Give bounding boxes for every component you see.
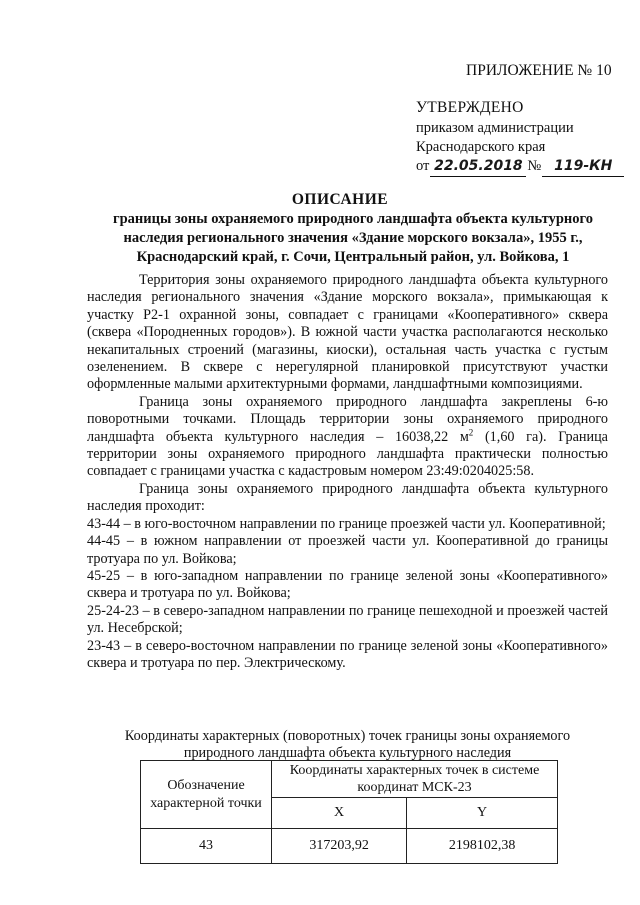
column-header-point: Обозначение характерной точки (141, 761, 272, 829)
order-line-2: Краснодарского края (416, 139, 546, 155)
handwritten-order-number: 119-КН (542, 157, 624, 177)
subtitle-line-1: границы зоны охраняемого природного ландшафта объекта культурного (113, 211, 593, 227)
paragraph-boundary-area (87, 394, 608, 481)
segment-43-44: 43-44 – в юго-восточном направлении по границе проезжей части ул. Кооперативной; (87, 515, 606, 532)
cell-y: 2198102,38 (407, 829, 558, 864)
document-subtitle (88, 210, 618, 267)
segment-23-43: 23-43 – в северо-восточном направлении по границе зеленой зоны «Кооперативного» сквера и тротуара по пер. Электрическому. (87, 637, 608, 671)
coordinates-table (140, 760, 558, 864)
paragraph-boundary-area-text: Граница зоны охраняемого природного ландшафта закреплены 6-ю поворотными точками. Площадь территории зоны охраняемого природного ландшафта объекта культурного наследия – 16038,22 м (87, 393, 608, 445)
table-caption-line-1: Координаты характерных (поворотных) точек границы зоны охраняемого (124, 728, 571, 744)
description-body (87, 272, 608, 672)
order-date-line (416, 157, 624, 177)
square-meter-superscript: 2 (468, 426, 474, 437)
number-prefix: № (527, 158, 542, 174)
paragraph-territory: Территория зоны охраняемого природного ландшафта объекта культурного наследия регионального значения «Здание морского вокзала», примыкающая к участку Р2-1 охранной зоны, совпадает с границами «Кооперативного» сквера (сквера «Породненных городов»). В южной части участка располагаются несколько некапитальных строений (магазины, киоски), остальная часть участка с густым озеленением. В сквере с нерегулярной планировкой присутствуют участки оформленные малыми архитектурными формами, ландшафтными композициями. (87, 272, 608, 393)
document-title: ОПИСАНИЕ (291, 191, 389, 208)
subtitle-line-3: Краснодарский край, г. Сочи, Центральный район, ул. Войкова, 1 (136, 249, 570, 265)
table-row (141, 829, 558, 864)
column-header-x: X (272, 798, 407, 829)
cell-point: 43 (141, 829, 272, 864)
table-caption (87, 728, 608, 762)
subtitle-line-2: наследия регионального значения «Здание морского вокзала», 1955 г., (123, 230, 583, 246)
approved-label: УТВЕРЖДЕНО (416, 99, 524, 116)
paragraph-boundary-area-rest: (1,60 га). Граница территории зоны охраняемого природного ландшафта практически полностью совпадает с границами участка с кадастровым номером 23:49:0204025:58. (87, 428, 608, 480)
column-header-y: Y (407, 798, 558, 829)
table-caption-line-2: природного ландшафта объекта культурного наследия (183, 745, 512, 761)
appendix-label: ПРИЛОЖЕНИЕ № 10 (466, 62, 612, 79)
date-prefix: от (416, 158, 430, 174)
handwritten-date: 22.05.2018 (430, 157, 526, 177)
cell-x: 317203,92 (272, 829, 407, 864)
column-header-coordinates: Координаты характерных точек в системе координат МСК-23 (272, 761, 558, 798)
paragraph-boundary-passes: Граница зоны охраняемого природного ландшафта объекта культурного наследия проходит: (87, 480, 608, 515)
segment-45-25: 45-25 – в юго-западном направлении по границе зеленой зоны «Кооперативного» сквера и тротуара по ул. Войкова; (87, 567, 608, 602)
segment-44-45: 44-45 – в южном направлении от проезжей части ул. Кооперативной до границы тротуара по ул. Войкова; (87, 533, 608, 567)
approval-block (416, 98, 624, 177)
segment-25-24-23: 25-24-23 – в северо-западном направлении по границе пешеходной и проезжей частей ул. Несебрской; (87, 602, 608, 637)
order-line-1: приказом администрации (416, 120, 574, 136)
